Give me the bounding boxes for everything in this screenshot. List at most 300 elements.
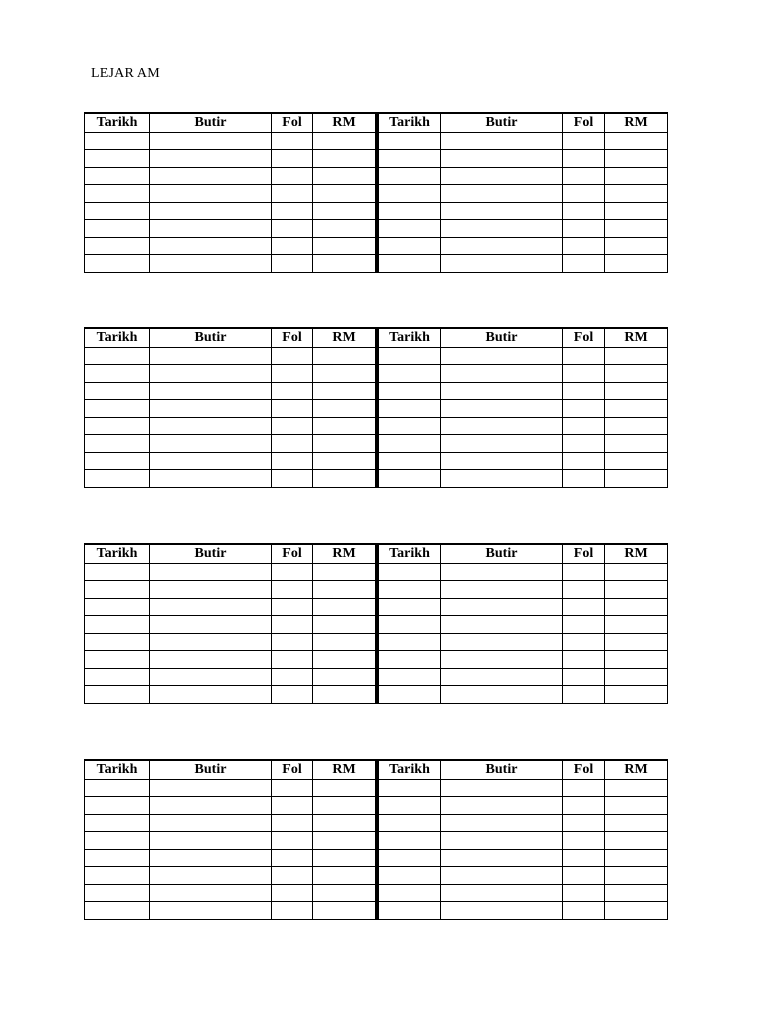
cell-tarikh — [379, 797, 441, 815]
table-row — [85, 365, 376, 383]
table-row — [379, 616, 668, 634]
cell-butir — [150, 867, 272, 885]
cell-tarikh — [85, 686, 150, 704]
table-row — [379, 185, 668, 203]
cell-rm — [605, 417, 668, 435]
header-row — [379, 113, 668, 132]
column-header-butir: Butir — [150, 760, 272, 779]
cell-rm — [313, 633, 376, 651]
table-row — [85, 832, 376, 850]
column-header-fol: Fol — [272, 113, 313, 132]
table-row — [379, 167, 668, 185]
cell-rm — [605, 167, 668, 185]
cell-butir — [441, 686, 563, 704]
table-row — [379, 150, 668, 168]
column-header-butir: Butir — [441, 760, 563, 779]
cell-rm — [605, 668, 668, 686]
cell-butir — [441, 132, 563, 150]
table-row — [85, 255, 376, 273]
cell-tarikh — [379, 668, 441, 686]
cell-fol — [563, 581, 605, 599]
cell-fol — [563, 237, 605, 255]
column-header-fol: Fol — [563, 760, 605, 779]
cell-butir — [441, 400, 563, 418]
cell-butir — [150, 686, 272, 704]
cell-butir — [150, 417, 272, 435]
table-row — [85, 668, 376, 686]
cell-tarikh — [85, 633, 150, 651]
cell-tarikh — [85, 651, 150, 669]
header-row — [85, 328, 376, 347]
table-row — [85, 417, 376, 435]
cell-tarikh — [379, 470, 441, 488]
cell-rm — [605, 255, 668, 273]
cell-fol — [563, 382, 605, 400]
cell-rm — [605, 202, 668, 220]
cell-tarikh — [379, 581, 441, 599]
table-row — [379, 255, 668, 273]
cell-rm — [605, 832, 668, 850]
cell-fol — [272, 150, 313, 168]
cell-fol — [563, 633, 605, 651]
cell-butir — [441, 220, 563, 238]
cell-butir — [441, 598, 563, 616]
cell-rm — [313, 202, 376, 220]
cell-rm — [313, 598, 376, 616]
cell-fol — [272, 779, 313, 797]
table-row — [85, 867, 376, 885]
cell-butir — [150, 435, 272, 453]
cell-tarikh — [379, 417, 441, 435]
cell-fol — [563, 867, 605, 885]
table-row — [85, 884, 376, 902]
column-header-rm: RM — [605, 544, 668, 563]
cell-rm — [605, 867, 668, 885]
table-row — [379, 779, 668, 797]
cell-rm — [605, 382, 668, 400]
cell-fol — [563, 400, 605, 418]
cell-tarikh — [85, 581, 150, 599]
cell-fol — [563, 686, 605, 704]
cell-tarikh — [379, 167, 441, 185]
cell-rm — [605, 581, 668, 599]
cell-rm — [605, 470, 668, 488]
cell-tarikh — [379, 779, 441, 797]
column-header-rm: RM — [605, 113, 668, 132]
cell-fol — [272, 132, 313, 150]
ledger-right-half — [378, 759, 668, 920]
cell-fol — [563, 832, 605, 850]
cell-fol — [272, 832, 313, 850]
cell-fol — [563, 668, 605, 686]
table-row — [379, 849, 668, 867]
table-row — [379, 435, 668, 453]
cell-tarikh — [85, 668, 150, 686]
cell-tarikh — [85, 563, 150, 581]
cell-fol — [272, 400, 313, 418]
cell-rm — [605, 150, 668, 168]
cell-tarikh — [379, 598, 441, 616]
cell-tarikh — [85, 814, 150, 832]
column-header-tarikh: Tarikh — [379, 544, 441, 563]
cell-rm — [605, 365, 668, 383]
cell-butir — [441, 797, 563, 815]
cell-butir — [150, 563, 272, 581]
ledger-right-half — [378, 543, 668, 704]
table-row — [85, 616, 376, 634]
cell-rm — [313, 581, 376, 599]
cell-rm — [313, 849, 376, 867]
cell-butir — [150, 255, 272, 273]
table-row — [85, 132, 376, 150]
ledger-table — [84, 112, 668, 273]
cell-butir — [441, 832, 563, 850]
table-row — [85, 563, 376, 581]
cell-fol — [272, 867, 313, 885]
cell-butir — [150, 598, 272, 616]
cell-tarikh — [85, 400, 150, 418]
cell-fol — [272, 255, 313, 273]
table-row — [85, 902, 376, 920]
cell-tarikh — [379, 365, 441, 383]
cell-butir — [150, 150, 272, 168]
cell-rm — [313, 185, 376, 203]
cell-fol — [272, 598, 313, 616]
cell-rm — [605, 779, 668, 797]
cell-tarikh — [85, 202, 150, 220]
cell-rm — [313, 563, 376, 581]
cell-butir — [150, 616, 272, 634]
cell-butir — [150, 237, 272, 255]
ledger-left-half — [84, 543, 376, 704]
ledger-right-half — [378, 112, 668, 273]
cell-butir — [150, 382, 272, 400]
cell-fol — [563, 347, 605, 365]
column-header-tarikh: Tarikh — [379, 328, 441, 347]
cell-fol — [563, 150, 605, 168]
cell-tarikh — [85, 167, 150, 185]
cell-butir — [150, 220, 272, 238]
cell-tarikh — [85, 797, 150, 815]
cell-tarikh — [85, 902, 150, 920]
cell-rm — [313, 347, 376, 365]
cell-butir — [441, 237, 563, 255]
column-header-rm: RM — [605, 760, 668, 779]
ledger-table — [84, 759, 668, 920]
cell-butir — [150, 185, 272, 203]
cell-rm — [605, 563, 668, 581]
cell-butir — [150, 365, 272, 383]
cell-rm — [313, 470, 376, 488]
cell-fol — [272, 884, 313, 902]
cell-fol — [272, 668, 313, 686]
cell-fol — [272, 470, 313, 488]
cell-tarikh — [379, 563, 441, 581]
table-row — [379, 598, 668, 616]
cell-rm — [605, 849, 668, 867]
cell-rm — [605, 686, 668, 704]
cell-tarikh — [379, 651, 441, 669]
cell-fol — [272, 902, 313, 920]
table-row — [379, 400, 668, 418]
cell-tarikh — [85, 598, 150, 616]
table-row — [85, 581, 376, 599]
cell-butir — [441, 651, 563, 669]
cell-butir — [441, 633, 563, 651]
cell-fol — [272, 616, 313, 634]
cell-butir — [441, 849, 563, 867]
cell-rm — [313, 220, 376, 238]
column-header-butir: Butir — [150, 544, 272, 563]
cell-rm — [605, 902, 668, 920]
cell-fol — [272, 185, 313, 203]
table-row — [85, 202, 376, 220]
table-row — [379, 668, 668, 686]
cell-fol — [272, 651, 313, 669]
header-row — [85, 760, 376, 779]
column-header-fol: Fol — [563, 328, 605, 347]
cell-tarikh — [85, 365, 150, 383]
cell-tarikh — [379, 150, 441, 168]
cell-tarikh — [85, 779, 150, 797]
cell-butir — [150, 849, 272, 867]
cell-fol — [563, 167, 605, 185]
table-row — [85, 185, 376, 203]
column-header-rm: RM — [313, 113, 376, 132]
table-row — [379, 884, 668, 902]
cell-rm — [313, 365, 376, 383]
column-header-fol: Fol — [272, 760, 313, 779]
table-row — [379, 202, 668, 220]
table-row — [85, 849, 376, 867]
cell-butir — [441, 167, 563, 185]
cell-rm — [313, 832, 376, 850]
table-row — [85, 435, 376, 453]
cell-tarikh — [379, 132, 441, 150]
cell-rm — [605, 452, 668, 470]
table-row — [85, 237, 376, 255]
cell-fol — [563, 849, 605, 867]
cell-rm — [313, 668, 376, 686]
cell-fol — [563, 884, 605, 902]
cell-butir — [441, 382, 563, 400]
cell-rm — [605, 347, 668, 365]
cell-fol — [272, 452, 313, 470]
table-row — [379, 814, 668, 832]
table-row — [379, 220, 668, 238]
cell-rm — [605, 220, 668, 238]
cell-fol — [272, 382, 313, 400]
cell-rm — [313, 237, 376, 255]
cell-butir — [150, 651, 272, 669]
cell-fol — [563, 417, 605, 435]
column-header-butir: Butir — [441, 544, 563, 563]
cell-tarikh — [379, 686, 441, 704]
cell-rm — [605, 651, 668, 669]
cell-butir — [441, 867, 563, 885]
table-row — [379, 470, 668, 488]
cell-fol — [272, 814, 313, 832]
cell-tarikh — [379, 202, 441, 220]
cell-rm — [313, 686, 376, 704]
cell-butir — [441, 563, 563, 581]
cell-tarikh — [379, 849, 441, 867]
column-header-fol: Fol — [272, 544, 313, 563]
cell-rm — [605, 616, 668, 634]
cell-fol — [563, 902, 605, 920]
table-row — [85, 779, 376, 797]
cell-tarikh — [85, 220, 150, 238]
cell-rm — [605, 797, 668, 815]
cell-butir — [150, 132, 272, 150]
table-row — [379, 382, 668, 400]
cell-tarikh — [379, 616, 441, 634]
table-row — [85, 633, 376, 651]
column-header-butir: Butir — [441, 328, 563, 347]
table-row — [379, 581, 668, 599]
cell-tarikh — [379, 867, 441, 885]
cell-rm — [605, 884, 668, 902]
ledger-left-half — [84, 327, 376, 488]
cell-fol — [272, 237, 313, 255]
cell-butir — [150, 884, 272, 902]
cell-butir — [150, 814, 272, 832]
cell-fol — [272, 849, 313, 867]
cell-rm — [605, 598, 668, 616]
table-row — [379, 365, 668, 383]
ledger-table — [84, 327, 668, 488]
cell-tarikh — [85, 382, 150, 400]
table-row — [85, 382, 376, 400]
cell-fol — [563, 651, 605, 669]
cell-fol — [272, 686, 313, 704]
cell-tarikh — [379, 452, 441, 470]
cell-fol — [563, 779, 605, 797]
table-row — [85, 150, 376, 168]
cell-butir — [441, 365, 563, 383]
cell-rm — [313, 435, 376, 453]
cell-tarikh — [85, 867, 150, 885]
cell-butir — [150, 633, 272, 651]
cell-butir — [150, 347, 272, 365]
cell-fol — [272, 563, 313, 581]
cell-tarikh — [85, 185, 150, 203]
cell-rm — [313, 167, 376, 185]
cell-rm — [313, 651, 376, 669]
table-row — [379, 347, 668, 365]
header-row — [85, 113, 376, 132]
column-header-fol: Fol — [563, 113, 605, 132]
header-row — [85, 544, 376, 563]
cell-butir — [441, 884, 563, 902]
cell-tarikh — [85, 616, 150, 634]
table-row — [85, 400, 376, 418]
table-row — [85, 167, 376, 185]
cell-fol — [272, 347, 313, 365]
cell-fol — [272, 633, 313, 651]
cell-fol — [563, 616, 605, 634]
cell-tarikh — [85, 150, 150, 168]
table-row — [379, 563, 668, 581]
cell-fol — [563, 435, 605, 453]
cell-butir — [150, 902, 272, 920]
table-row — [379, 132, 668, 150]
cell-fol — [563, 797, 605, 815]
cell-rm — [605, 814, 668, 832]
cell-tarikh — [379, 237, 441, 255]
table-row — [379, 902, 668, 920]
cell-tarikh — [379, 220, 441, 238]
cell-fol — [563, 202, 605, 220]
column-header-tarikh: Tarikh — [379, 760, 441, 779]
cell-rm — [313, 616, 376, 634]
cell-tarikh — [85, 470, 150, 488]
header-row — [379, 544, 668, 563]
table-row — [85, 797, 376, 815]
cell-fol — [563, 255, 605, 273]
cell-butir — [441, 470, 563, 488]
cell-fol — [563, 132, 605, 150]
cell-fol — [563, 470, 605, 488]
cell-butir — [150, 452, 272, 470]
cell-tarikh — [85, 417, 150, 435]
cell-butir — [441, 902, 563, 920]
ledger-table — [84, 543, 668, 704]
cell-fol — [563, 598, 605, 616]
cell-rm — [313, 867, 376, 885]
cell-rm — [313, 814, 376, 832]
cell-rm — [313, 255, 376, 273]
table-row — [85, 347, 376, 365]
cell-fol — [272, 417, 313, 435]
cell-tarikh — [379, 884, 441, 902]
column-header-tarikh: Tarikh — [85, 113, 150, 132]
cell-tarikh — [379, 255, 441, 273]
cell-rm — [313, 884, 376, 902]
cell-butir — [150, 400, 272, 418]
cell-rm — [313, 400, 376, 418]
column-header-fol: Fol — [272, 328, 313, 347]
cell-rm — [605, 435, 668, 453]
cell-tarikh — [85, 132, 150, 150]
cell-rm — [605, 400, 668, 418]
table-row — [379, 867, 668, 885]
cell-tarikh — [85, 435, 150, 453]
table-row — [85, 598, 376, 616]
cell-fol — [563, 365, 605, 383]
cell-fol — [272, 435, 313, 453]
cell-tarikh — [379, 185, 441, 203]
cell-tarikh — [85, 255, 150, 273]
cell-tarikh — [379, 347, 441, 365]
cell-butir — [150, 797, 272, 815]
table-row — [85, 651, 376, 669]
cell-fol — [272, 167, 313, 185]
cell-rm — [605, 237, 668, 255]
cell-rm — [605, 185, 668, 203]
cell-fol — [272, 581, 313, 599]
cell-tarikh — [379, 633, 441, 651]
cell-butir — [441, 150, 563, 168]
table-row — [85, 686, 376, 704]
cell-butir — [441, 347, 563, 365]
table-row — [379, 237, 668, 255]
column-header-butir: Butir — [441, 113, 563, 132]
cell-tarikh — [85, 884, 150, 902]
cell-butir — [441, 814, 563, 832]
cell-tarikh — [379, 435, 441, 453]
column-header-tarikh: Tarikh — [85, 328, 150, 347]
